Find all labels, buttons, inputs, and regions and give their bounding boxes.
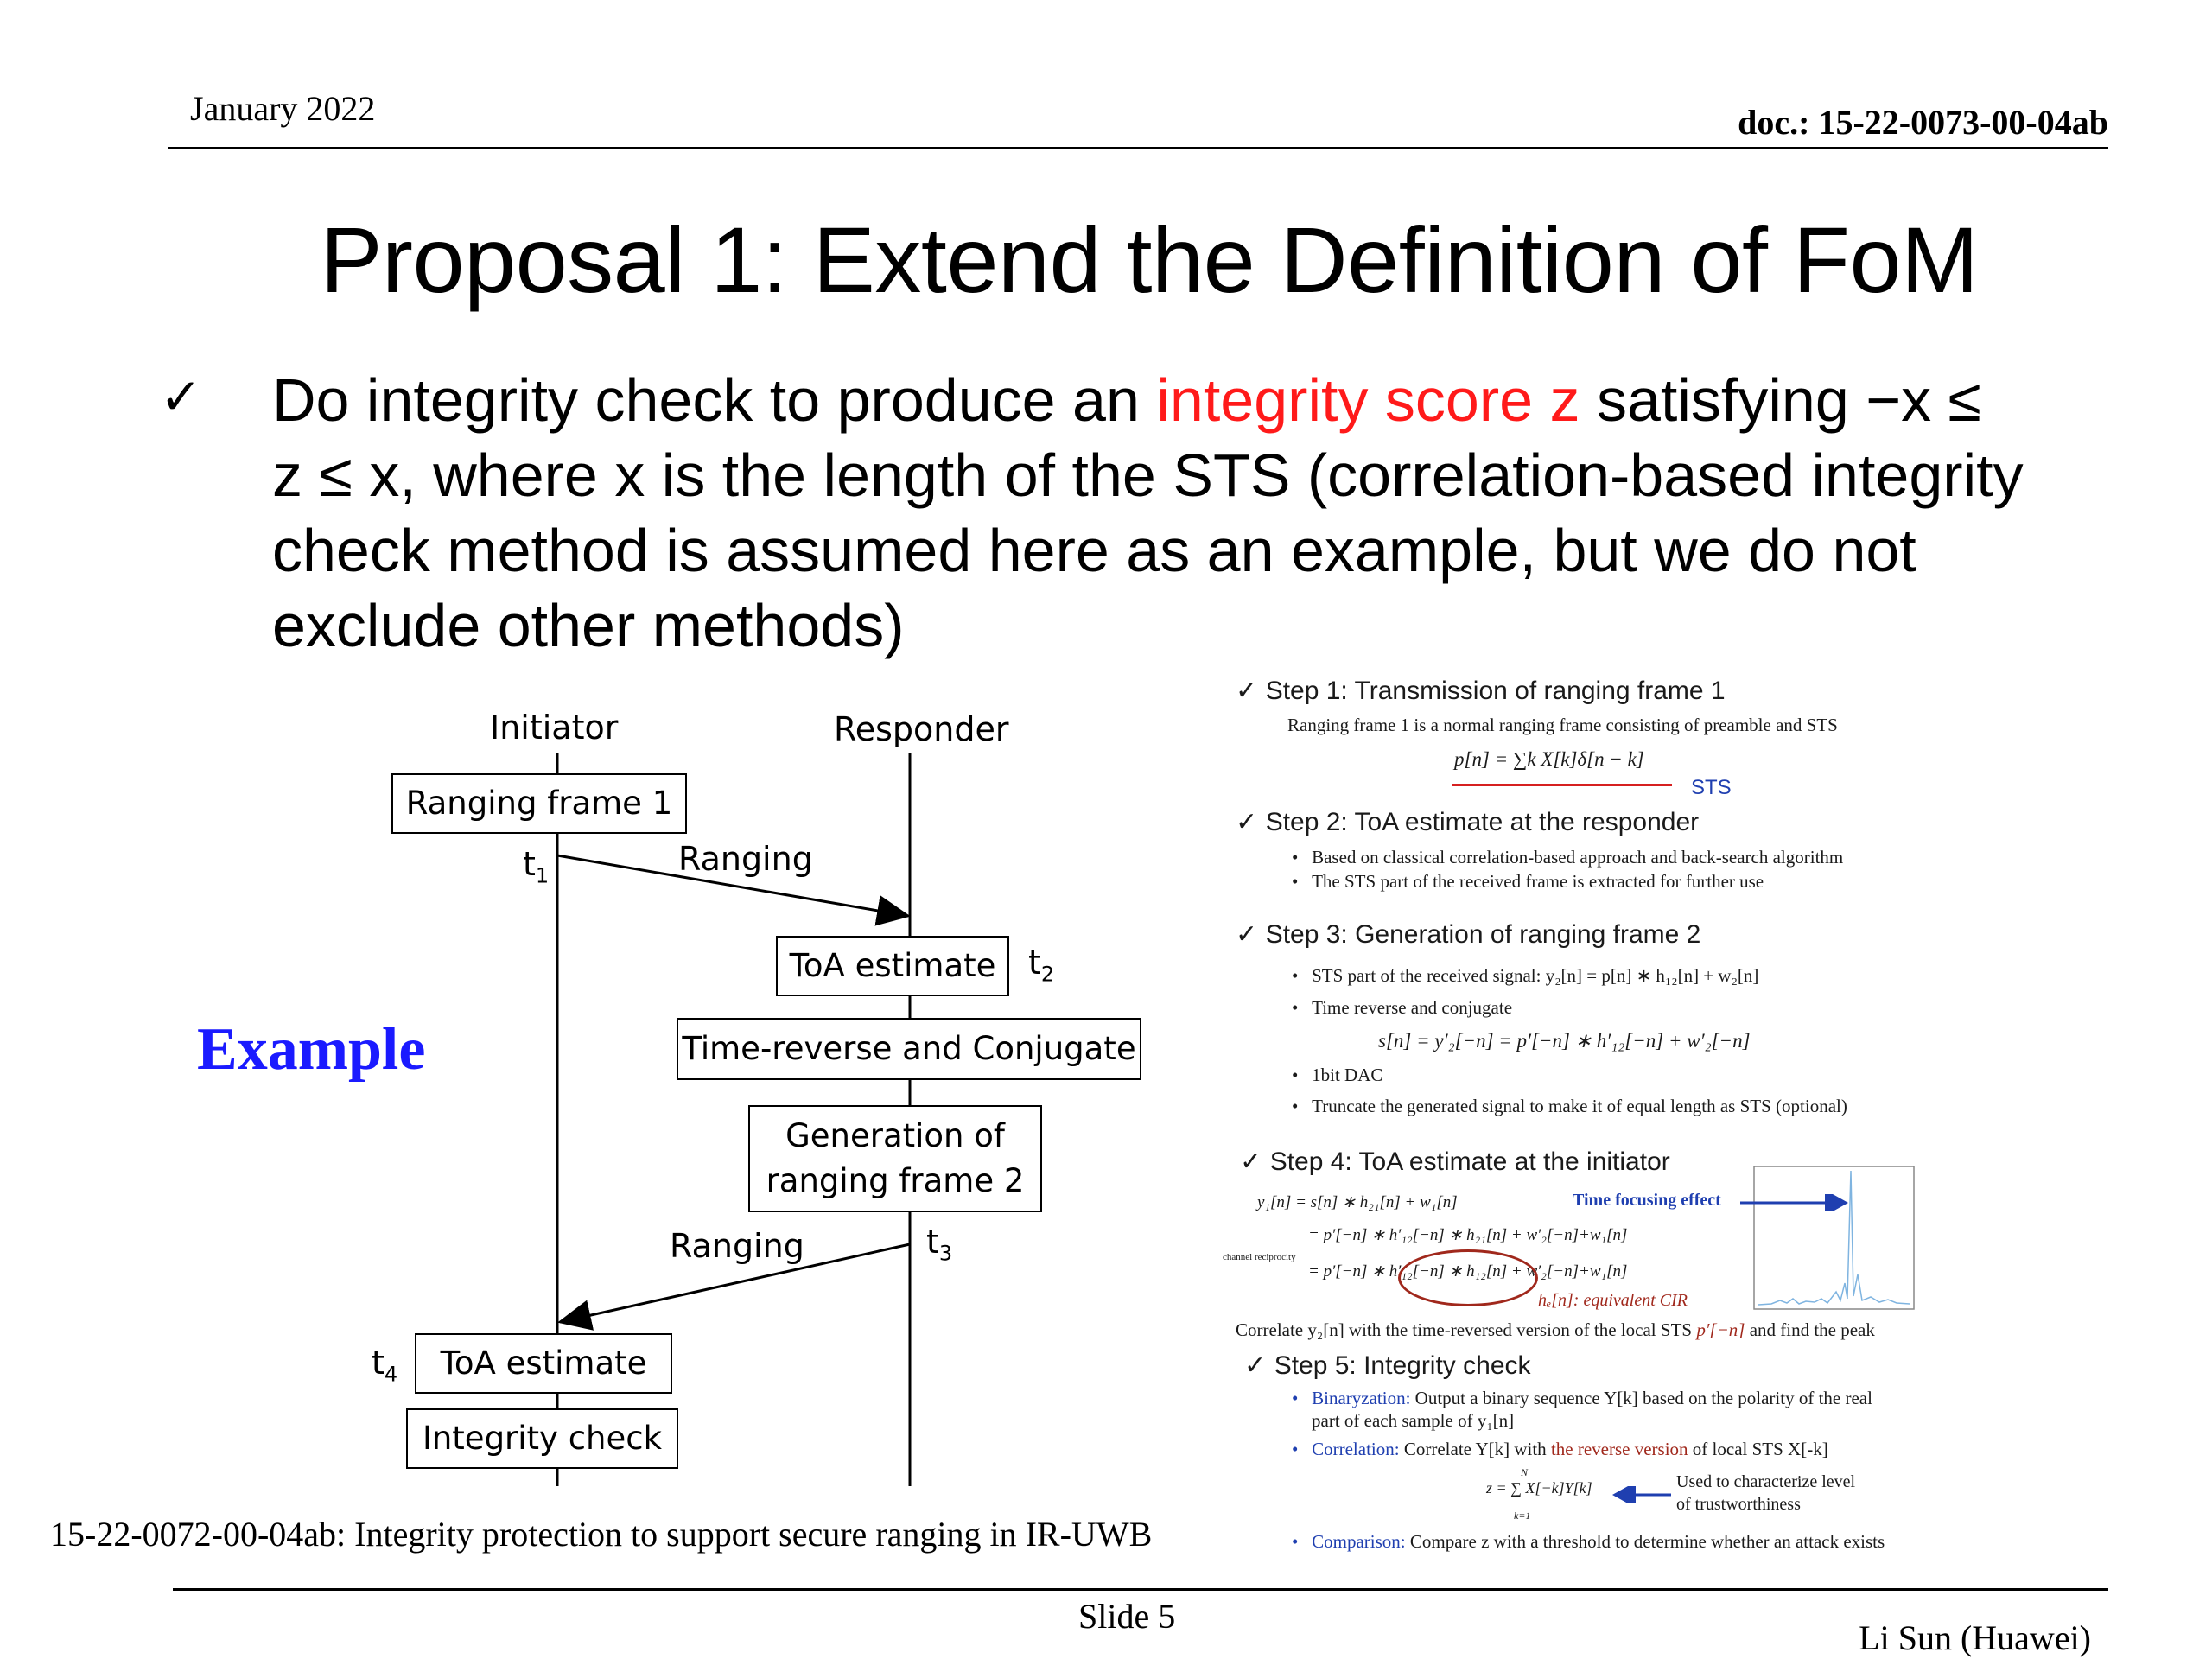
step1-description: Ranging frame 1 is a normal ranging frame consisting of preamble and STS [1287, 715, 1838, 735]
step3-bullet-4: • Truncate the generated signal to make it of equal length as STS (optional) [1292, 1096, 1847, 1116]
header-rule [168, 147, 2108, 149]
step3-formula: s[n] = y′₂[−n] = p′[−n] ∗ h′₁₂[−n] + w′₂[−n] [1378, 1030, 1751, 1052]
ranging-label-2: Ranging [670, 1227, 804, 1265]
footer-author: Li Sun (Huawei) [1859, 1618, 2091, 1657]
example-label: Example [197, 1016, 426, 1083]
step2-title: ✓ Step 2: ToA estimate at the responder [1236, 807, 1700, 837]
step3-bullet-2: • Time reverse and conjugate [1292, 997, 1513, 1018]
footer-rule [173, 1588, 2108, 1591]
plot-frame [1754, 1166, 1914, 1309]
step5-used-note-2: of trustworthiness [1676, 1495, 1801, 1514]
initiator-label: Initiator [490, 709, 619, 747]
slide-title: Proposal 1: Extend the Definition of FoM [320, 207, 1979, 312]
t4-label: $t_4$ [372, 1344, 398, 1387]
channel-reciprocity-note: channel reciprocity [1223, 1252, 1296, 1262]
bullet-line-3: check method is assumed here as an example, but we do not [272, 517, 1916, 584]
generation-box: Generation of ranging frame 2 [748, 1105, 1042, 1212]
step5-binaryzation-cont: part of each sample of y₁[n] [1312, 1410, 1515, 1431]
time-focusing-label: Time focusing effect [1573, 1191, 1721, 1210]
step4-equation-3: = p′[−n] ∗ h′₁₂[−n] ∗ h₁₂[n] + w′₂[−n]+w₁[n] [1308, 1262, 1628, 1281]
step1-formula: p[n] = ∑k X[k]δ[n − k] [1454, 748, 1644, 770]
step2-bullet-1: • Based on classical correlation-based approach and back-search algorithm [1292, 847, 1844, 868]
time-focusing-arrow [1740, 1194, 1853, 1211]
header-date: January 2022 [190, 89, 376, 128]
step5-used-note-1: Used to characterize level [1676, 1472, 1856, 1491]
step3-title: ✓ Step 3: Generation of ranging frame 2 [1236, 919, 1701, 950]
equivalent-cir-label: hₑ[n]: equivalent CIR [1538, 1291, 1688, 1310]
checkmark-icon: ✓ [160, 367, 202, 426]
step5-sum-bottom: k=1 [1514, 1510, 1531, 1522]
correlate-sentence: Correlate y₂[n] with the time-reversed version of the local STS p′[−n] and find the peak [1236, 1319, 1875, 1340]
step3-bullet-1: • STS part of the received signal: y₂[n] = p[n] ∗ h₁₂[n] + w₂[n] [1292, 965, 1759, 986]
bullet-line-4: exclude other methods) [272, 592, 905, 659]
slide-number: Slide 5 [1078, 1597, 1176, 1636]
t1-label: $t_1$ [523, 845, 550, 888]
step5-arrow [1612, 1486, 1673, 1503]
integrity-check-box: Integrity check [406, 1408, 678, 1469]
equivalent-cir-circle [1398, 1249, 1538, 1306]
step5-sum-top: N [1521, 1466, 1529, 1478]
bullet-text [272, 363, 2024, 664]
sts-label: STS [1691, 776, 1732, 799]
step4-title: ✓ Step 4: ToA estimate at the initiator [1240, 1147, 1670, 1177]
time-focusing-plot [1745, 1162, 1918, 1318]
t3-label: $t_3$ [926, 1223, 953, 1266]
ranging-frame-1-box: Ranging frame 1 [391, 773, 687, 834]
step5-sum-formula: z = ∑ X[−k]Y[k] [1486, 1479, 1592, 1497]
reference-caption: 15-22-0072-00-04ab: Integrity protection to support secure ranging in IR-UWB [50, 1515, 1153, 1554]
step4-equation-2: = p′[−n] ∗ h′₁₂[−n] ∗ h₂₁[n] + w′₂[−n]+w₁[n] [1308, 1226, 1628, 1244]
step5-title: ✓ Step 5: Integrity check [1244, 1351, 1531, 1381]
t2-label: $t_2$ [1028, 944, 1055, 987]
step5-correlation: • Correlation: Correlate Y[k] with the reverse version of local STS X[-k] [1292, 1439, 1828, 1459]
sts-underline [1452, 784, 1672, 786]
toa-estimate-responder-box: ToA estimate [776, 936, 1009, 996]
step2-bullet-2: • The STS part of the received frame is extracted for further use [1292, 871, 1764, 892]
step3-bullet-3: • 1bit DAC [1292, 1065, 1383, 1085]
bullet-line-2: z ≤ x, where x is the length of the STS (correlation-based integrity [272, 442, 2024, 509]
time-reverse-box: Time-reverse and Conjugate [677, 1018, 1141, 1080]
responder-label: Responder [834, 710, 1009, 748]
step4-equation-1: y₁[n] = s[n] ∗ h₂₁[n] + w₁[n] [1257, 1193, 1458, 1211]
step1-title: ✓ Step 1: Transmission of ranging frame 1 [1236, 676, 1726, 706]
bullet-line-1: Do integrity check to produce an integrity score z satisfying −x ≤ [272, 366, 1981, 434]
step5-binaryzation: • Binaryzation: Output a binary sequence Y[k] based on the polarity of the real [1292, 1388, 1872, 1408]
toa-estimate-initiator-box: ToA estimate [415, 1333, 672, 1394]
ranging-label-1: Ranging [678, 840, 813, 878]
header-doc-id: doc.: 15-22-0073-00-04ab [1738, 103, 2108, 142]
step5-comparison: • Comparison: Compare z with a threshold to determine whether an attack exists [1292, 1531, 1885, 1552]
integrity-score-highlight: integrity score z [1156, 366, 1580, 434]
